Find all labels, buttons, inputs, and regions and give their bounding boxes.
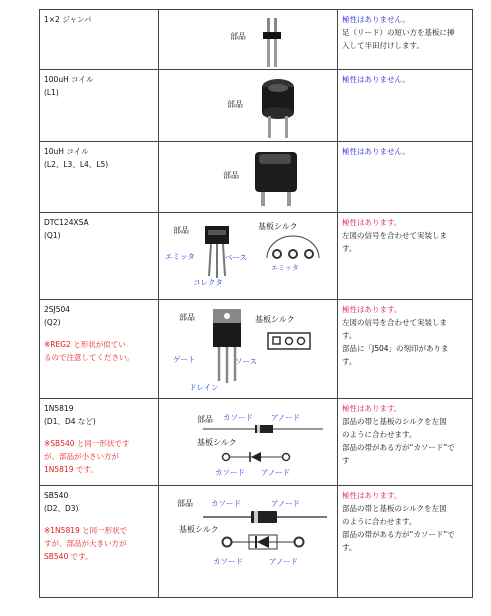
silk-footprint-icon bbox=[263, 234, 323, 264]
diode-part-icon bbox=[203, 510, 327, 524]
part-name: 1×2 ジャンパ bbox=[44, 15, 92, 24]
part-ref: (L2、L3、L4、L5) bbox=[44, 160, 109, 169]
part-figure-cell bbox=[159, 486, 338, 598]
polarity-text: 極性はありません。 bbox=[342, 15, 410, 24]
table-row bbox=[40, 486, 473, 598]
part-name-cell bbox=[40, 399, 159, 486]
desc-line: す。 bbox=[342, 357, 357, 366]
part-figure-cell bbox=[159, 399, 338, 486]
note-line: が、部品が小さい方が bbox=[44, 452, 119, 461]
part-desc-cell bbox=[338, 70, 473, 142]
part-name: 2SJ504 bbox=[44, 305, 71, 314]
note-line: ※REG2 と形状が似てい bbox=[44, 340, 126, 349]
part-name: 100uH コイル bbox=[44, 75, 94, 84]
anode-label: アノード bbox=[261, 468, 291, 477]
polarity-text: 極性はあります。 bbox=[342, 404, 402, 413]
part-figure-cell bbox=[159, 213, 338, 300]
desc-line: のように合わせます。 bbox=[342, 517, 417, 526]
part-ref: (D2、D3) bbox=[44, 504, 79, 513]
part-desc-cell bbox=[338, 10, 473, 70]
silk-footprint-icon bbox=[267, 332, 311, 352]
base-label: ベース bbox=[225, 253, 248, 262]
part-name-cell bbox=[40, 300, 159, 399]
desc-line: す。 bbox=[342, 543, 357, 552]
desc-line: す。 bbox=[342, 331, 357, 340]
polarity-text: 極性はあります。 bbox=[342, 491, 402, 500]
part-desc-cell bbox=[338, 300, 473, 399]
diode-silk-icon bbox=[221, 450, 291, 464]
part-label: 部品 bbox=[230, 32, 246, 41]
part-name: 10uH コイル bbox=[44, 147, 89, 156]
part-ref: (Q1) bbox=[44, 231, 61, 240]
part-desc-cell bbox=[338, 142, 473, 213]
part-desc-cell bbox=[338, 213, 473, 300]
desc-line: 部品の帯と基板のシルクを左図 bbox=[342, 417, 447, 426]
polarity-text: 極性はあります。 bbox=[342, 305, 402, 314]
part-label: 部品 bbox=[179, 313, 195, 322]
table-row bbox=[40, 399, 473, 486]
anode-label: アノード bbox=[269, 557, 299, 566]
desc-line: 部品の帯がある方が“カソード”で bbox=[342, 530, 455, 539]
silk-emitter: エミッタ bbox=[271, 264, 299, 272]
part-desc-cell bbox=[338, 399, 473, 486]
gate-label: ゲート bbox=[173, 355, 196, 364]
note-line: すが、部品が大きい方が bbox=[44, 539, 127, 548]
part-name: DTC124XSA bbox=[44, 218, 89, 227]
anode-label: アノード bbox=[271, 413, 301, 422]
cathode-label: カソード bbox=[211, 499, 241, 508]
part-name-cell bbox=[40, 486, 159, 598]
part-name-cell bbox=[40, 10, 159, 70]
cathode-label: カソード bbox=[223, 413, 253, 422]
cathode-label: カソード bbox=[215, 468, 245, 477]
polarity-text: 極性はありません。 bbox=[342, 147, 410, 156]
source-label: ソース bbox=[235, 357, 258, 366]
table-row bbox=[40, 142, 473, 213]
desc-line: 左図の信号を合わせて実装しま bbox=[342, 318, 447, 327]
desc-line: 部品の帯と基板のシルクを左図 bbox=[342, 504, 447, 513]
polarity-text: 極性はあります。 bbox=[342, 218, 402, 227]
cathode-label: カソード bbox=[213, 557, 243, 566]
inductor-icon bbox=[253, 76, 303, 142]
silk-label: 基板シルク bbox=[197, 438, 237, 447]
diode-silk-icon bbox=[221, 533, 305, 551]
desc-line: のように合わせます。 bbox=[342, 430, 417, 439]
part-name-cell bbox=[40, 213, 159, 300]
table-row bbox=[40, 10, 473, 70]
part-label: 部品 bbox=[223, 171, 239, 180]
drain-label: ドレイン bbox=[189, 383, 219, 392]
part-label: 部品 bbox=[177, 499, 193, 508]
desc-line: 足（リード）の短い方を基板に挿 bbox=[342, 28, 455, 37]
note-line: るので注意してください。 bbox=[44, 353, 134, 362]
desc-line: す bbox=[342, 456, 350, 465]
part-ref: (L1) bbox=[44, 88, 59, 97]
note-line: SB540 です。 bbox=[44, 552, 93, 561]
part-label: 部品 bbox=[173, 226, 189, 235]
desc-line: 入して半田付けします。 bbox=[342, 41, 424, 50]
polarity-text: 極性はありません。 bbox=[342, 75, 410, 84]
part-name: SB540 bbox=[44, 491, 69, 500]
silk-pin-labels bbox=[271, 264, 321, 273]
desc-line: 部品に「J504」の刻印がありま bbox=[342, 344, 449, 353]
desc-line: す。 bbox=[342, 244, 357, 253]
part-desc-cell bbox=[338, 486, 473, 598]
table-row bbox=[40, 70, 473, 142]
note-line: ※1N5819 と同一形状で bbox=[44, 526, 128, 535]
note-line: ※SB540 と同一形状です bbox=[44, 439, 130, 448]
silk-label: 基板シルク bbox=[179, 525, 219, 534]
diode-part-icon bbox=[203, 424, 323, 434]
note-line: 1N5819 です。 bbox=[44, 465, 98, 474]
jumper-icon bbox=[251, 15, 291, 71]
part-name-cell bbox=[40, 70, 159, 142]
part-name: 1N5819 bbox=[44, 404, 74, 413]
parts-table bbox=[39, 9, 473, 598]
smd-inductor-icon bbox=[249, 150, 305, 210]
part-figure-cell bbox=[159, 10, 338, 70]
mosfet-icon bbox=[207, 307, 247, 387]
table-row bbox=[40, 300, 473, 399]
silk-label: 基板シルク bbox=[258, 222, 298, 231]
part-ref: (Q2) bbox=[44, 318, 61, 327]
part-label: 部品 bbox=[197, 415, 213, 424]
part-name-cell bbox=[40, 142, 159, 213]
desc-line: 部品の帯がある方が“カソード”で bbox=[342, 443, 455, 452]
part-figure-cell bbox=[159, 70, 338, 142]
silk-label: 基板シルク bbox=[255, 315, 295, 324]
part-figure-cell bbox=[159, 300, 338, 399]
part-figure-cell bbox=[159, 142, 338, 213]
collector-label: コレクタ bbox=[193, 278, 223, 287]
desc-line: 左図の信号を合わせて実装しま bbox=[342, 231, 447, 240]
table-row bbox=[40, 213, 473, 300]
part-ref: (D1、D4 など) bbox=[44, 417, 96, 426]
part-label: 部品 bbox=[227, 100, 243, 109]
anode-label: アノード bbox=[271, 499, 301, 508]
emitter-label: エミッタ bbox=[165, 252, 195, 261]
